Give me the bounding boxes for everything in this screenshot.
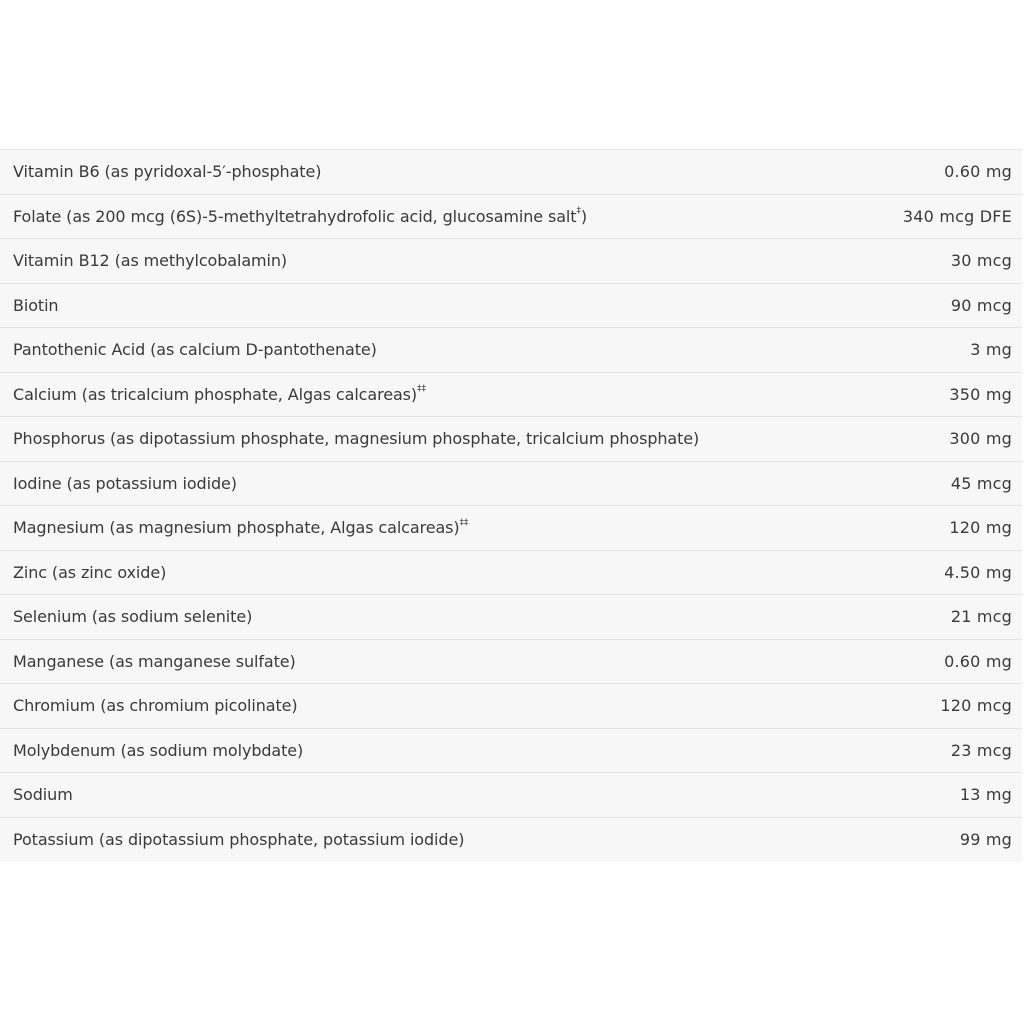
table-row — [0, 595, 1022, 640]
table-row — [0, 328, 1022, 373]
nutrient-amount: 300 mg — [949, 429, 1012, 449]
nutrient-amount: 30 mcg — [950, 251, 1012, 271]
nutrient-name: Pantothenic Acid (as calcium D-pantothenate) — [13, 340, 377, 360]
nutrient-amount: 45 mcg — [950, 473, 1012, 493]
table-row — [0, 773, 1022, 818]
nutrient-amount: 21 mcg — [950, 607, 1012, 627]
table-row — [0, 284, 1022, 329]
nutrient-name: Phosphorus (as dipotassium phosphate, magnesium phosphate, tricalcium phosphate) — [13, 429, 700, 449]
table-row — [0, 462, 1022, 507]
nutrient-name: Iodine (as potassium iodide) — [13, 473, 237, 493]
nutrient-name: Magnesium (as magnesium phosphate, Algas calcareas)‡‡ — [13, 517, 469, 538]
nutrient-name: Vitamin B12 (as methylcobalamin) — [13, 251, 288, 271]
table-row — [0, 684, 1022, 729]
table-row — [0, 195, 1022, 240]
nutrient-amount: 340 mcg DFE — [902, 206, 1012, 226]
nutrient-name: Manganese (as manganese sulfate) — [13, 651, 296, 671]
nutrient-name: Molybdenum (as sodium molybdate) — [13, 740, 304, 760]
nutrient-amount: 350 mg — [949, 384, 1012, 404]
table-row — [0, 417, 1022, 462]
nutrient-name: Calcium (as tricalcium phosphate, Algas calcareas)‡‡ — [13, 384, 426, 404]
nutrient-amount: 23 mcg — [950, 740, 1012, 760]
table-row — [0, 729, 1022, 774]
nutrient-name: Biotin — [13, 295, 59, 315]
table-row — [0, 551, 1022, 596]
table-row — [0, 373, 1022, 418]
nutrient-amount: 99 mg — [959, 830, 1012, 850]
table-row — [0, 640, 1022, 685]
table-row — [0, 506, 1022, 551]
nutrient-name: Zinc (as zinc oxide) — [13, 562, 167, 582]
nutrient-table — [0, 149, 1022, 862]
nutrient-amount: 0.60 mg — [944, 162, 1012, 182]
nutrient-amount: 0.60 mg — [944, 651, 1012, 671]
table-row — [0, 150, 1022, 195]
nutrient-amount: 4.50 mg — [944, 562, 1012, 582]
nutrient-amount: 90 mcg — [950, 295, 1012, 315]
nutrient-amount: 120 mg — [949, 518, 1012, 538]
nutrient-name: Vitamin B6 (as pyridoxal-5′-phosphate) — [13, 162, 322, 182]
nutrient-name: Folate (as 200 mcg (6S)-5-methyltetrahydrofolic acid, glucosamine salt‡) — [13, 206, 588, 226]
table-row — [0, 818, 1022, 863]
nutrient-amount: 120 mcg — [940, 696, 1012, 716]
table-row — [0, 239, 1022, 284]
nutrient-amount: 13 mg — [959, 785, 1012, 805]
nutrient-name: Chromium (as chromium picolinate) — [13, 696, 298, 716]
nutrient-amount: 3 mg — [970, 340, 1012, 360]
nutrient-name: Selenium (as sodium selenite) — [13, 607, 253, 627]
nutrient-name: Potassium (as dipotassium phosphate, potassium iodide) — [13, 830, 465, 850]
nutrient-name: Sodium — [13, 785, 73, 805]
